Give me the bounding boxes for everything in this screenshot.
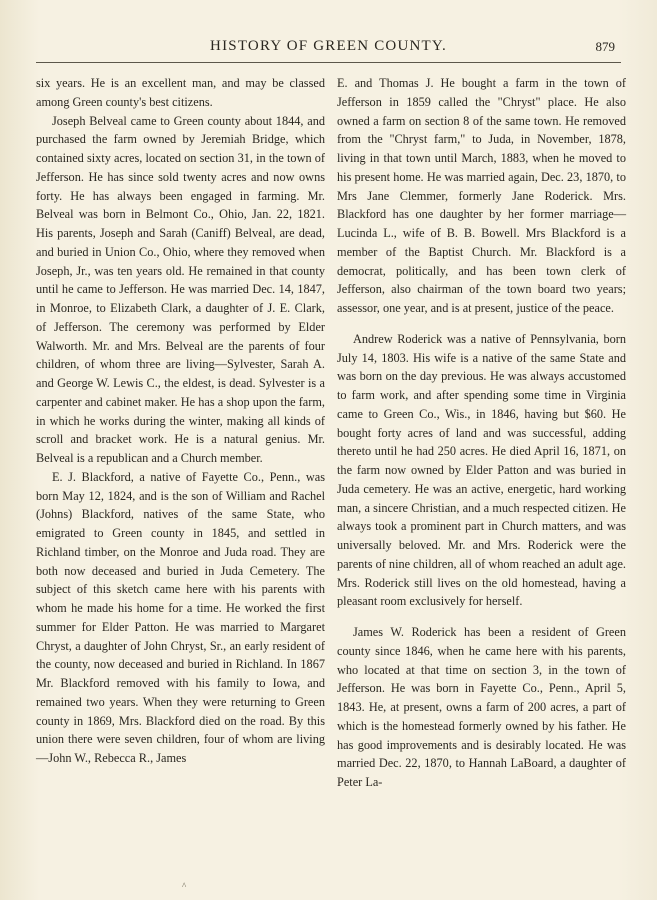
paragraph-blackford-continued: E. and Thomas J. He bought a farm in the town of Jefferson in 1859 called the "Chryst" place. He also owned a farm on section 8 of the same town. He removed from the "Chryst farm," to Juda, in November, 1878, living in that town until March, 1883, when he moved to his present home. He was married again, Dec. 23, 1870, to Mrs Jane Clemmer, formerly Jane Roderick. Mrs. Blackford has one daughter by her former marriage—Lucinda L., wife of B. B. Bowell. Mrs Blackford is a member of the Baptist Church. Mr. Blackford is a democrat, politically, and has been town clerk of Jefferson, also chairman of the town board two years; assessor, one year, and is at present, justice of the peace. <box>337 76 626 315</box>
header-rule <box>36 62 621 63</box>
page-header <box>36 36 621 58</box>
running-title: HISTORY OF GREEN COUNTY. <box>210 38 447 54</box>
page-number: 879 <box>595 39 615 54</box>
print-speck-icon: ^ <box>182 881 187 891</box>
left-column <box>36 74 325 792</box>
paragraph-andrew-roderick: Andrew Roderick was a native of Pennsylvania, born July 14, 1803. His wife is a native of the same State and was born on the day previous. He was always accustomed to farm work, and after spending some time in Virginia came to Green Co., Wis., in 1846, having but $60. He bought forty acres of land and was successful, adding thereto until he had 250 acres. He died April 16, 1871, on the farm now owned by Elder Patton and was buried in Juda cemetery. He was an active, energetic, hard working man, a sincere Christian, and a much respected citizen. He always took a prominent part in Church matters, and was universally beloved. Mr. and Mrs. Roderick were the parents of nine children, all of whom reached an adult age. Mrs. Roderick still lives on the old homestead, having a pleasant room exclusively for herself. <box>337 331 626 609</box>
paragraph-joseph-belveal: Joseph Belveal came to Green county about 1844, and purchased the farm owned by Jeremiah Bridge, which contained sixty acres, located on section 31, in the town of Jefferson. He has since sold twenty acres and now owns forty. He has always been engaged in farming. Mr. Belveal was born in Belmont Co., Ohio, Jan. 22, 1821. His parents, Joseph and Sarah (Caniff) Belveal, are dead, and buried in Union Co., Ohio, where they removed when Joseph, Jr., was ten years old. He remained in that county until he came to Jefferson. He was married Dec. 14, 1847, in Monroe, to Elizabeth Clark, a daughter of J. E. Clark, of Jefferson. The ceremony was performed by Elder Walworth. Mr. and Mrs. Belveal are the parents of four children, of whom three are living—Sylvester, Sarah A. and George W. Lewis C., the eldest, is dead. Sylvester is a carpenter and cabinet maker. He has a shop upon the farm, in which he works during the winter, making all kinds of scroll and bracket work. He is a natural genius. Mr. Belveal is a republican and a Church member. <box>36 113 325 465</box>
right-column <box>337 74 626 792</box>
text-columns <box>36 74 626 792</box>
paragraph-james-w-roderick: James W. Roderick has been a resident of Green county since 1846, when he came here with his parents, who located at that time on section 3, in the town of Jefferson. He was born in Fayette Co., Penn., April 5, 1843. He, at present, owns a farm of 200 acres, a part of which is the homestead formerly owned by his father. He has good improvements and is desirably located. He was married Dec. 22, 1870, to Hannah LaBoard, a daughter of Peter La- <box>337 625 626 789</box>
paragraph-ej-blackford: E. J. Blackford, a native of Fayette Co., Penn., was born May 12, 1824, and is the son of William and Rachel (Johns) Blackford, natives of the same State, who emigrated to Green county in 1845, and settled in Richland timber, on the Monroe and Juda road. They are both now deceased and buried in Juda Cemetery. The subject of this sketch came here with his parents with whom he made his home for a time. He worked the first summer for Elder Patton. He was married to Margaret Chryst, a daughter of John Chryst, Sr., an early resident of the county, now deceased and buried in Richland. In 1867 Mr. Blackford removed with his family to Iowa, and remained two years. When they were returning to Green county in 1869, Mrs. Blackford died on the road. By this union there were seven children, four of whom are living—John W., Rebecca R., James <box>36 469 325 765</box>
paragraph-continued: six years. He is an excellent man, and may be classed among Green county's best citizens. <box>36 76 325 109</box>
